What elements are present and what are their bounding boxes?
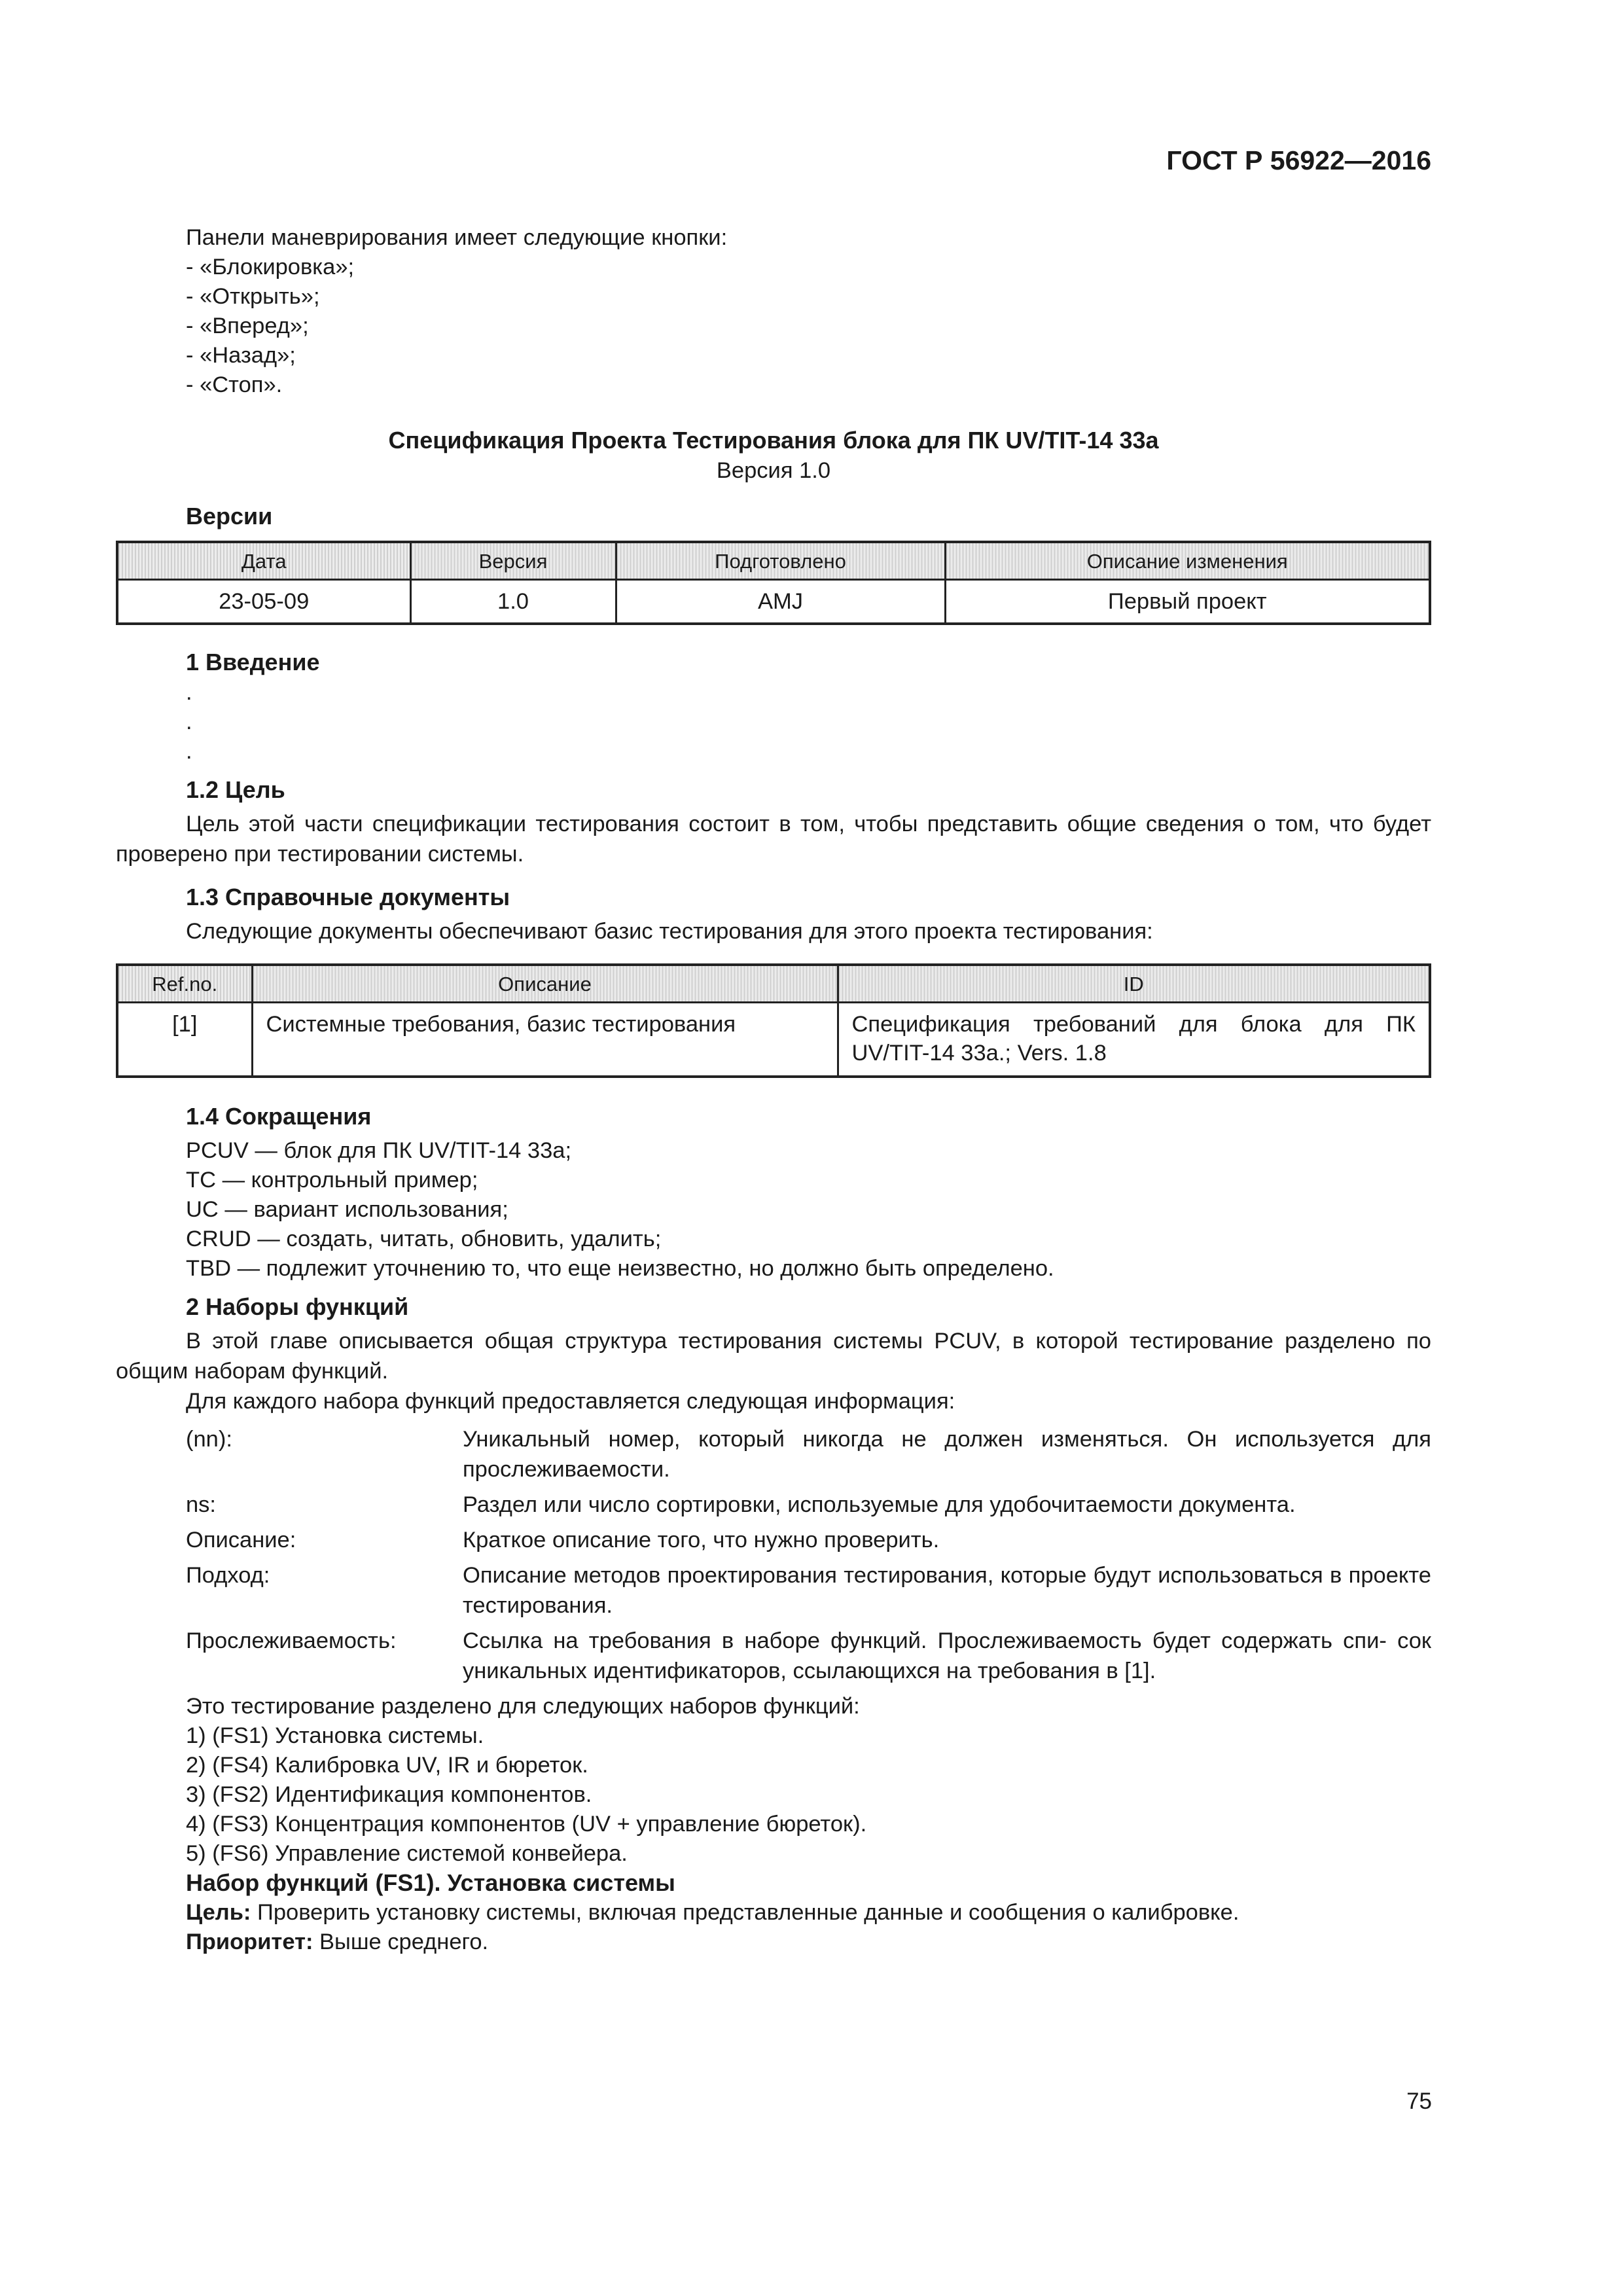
list-item: - «Назад»; — [186, 343, 296, 368]
definition-desc: Ссылка на требования в наборе функций. Прослеживаемость будет содержать спи- сок уникальных идентификаторов, ссылающихся на требования в [1]. — [463, 1628, 1431, 1683]
list-item: 1) (FS1) Установка системы. — [186, 1723, 484, 1748]
definition-term: Описание: — [186, 1528, 296, 1552]
list-item: - «Открыть»; — [186, 284, 320, 309]
table-cell: Первый проект — [945, 580, 1430, 624]
feature-sets-paragraph: В этой главе описывается общая структура тестирования системы PCUV, в которой тестирование разделено по общим наборам функций. — [116, 1329, 1431, 1384]
definition-desc: Краткое описание того, что нужно проверить. — [463, 1528, 940, 1552]
column-header: Описание — [252, 965, 838, 1003]
dot: . — [186, 739, 192, 764]
intro-text: Панели маневрирования имеет следующие кнопки: — [186, 225, 728, 250]
column-header: Версия — [410, 542, 616, 580]
feature-set-list-intro: Это тестирование разделено для следующих наборов функций: — [186, 1694, 860, 1719]
section-heading-introduction: 1 Введение — [186, 649, 320, 675]
list-item: CRUD — создать, читать, обновить, удалить; — [186, 1227, 662, 1251]
definition-row — [186, 1626, 1431, 1686]
dot: . — [186, 709, 192, 734]
column-header: Ref.no. — [117, 965, 252, 1003]
abbreviation-list — [116, 1136, 1431, 1283]
column-header: Подготовлено — [616, 542, 945, 580]
priority-label: Приоритет: — [186, 1929, 313, 1954]
definition-list — [186, 1424, 1431, 1686]
list-item: UC — вариант использования; — [186, 1197, 508, 1222]
priority-text: Выше среднего. — [313, 1929, 489, 1954]
table-row — [117, 1003, 1430, 1077]
table-cell: Спецификация требований для блока для ПК UV/TIT-14 33a.; Vers. 1.8 — [838, 1003, 1430, 1077]
section-heading-refdocs: 1.3 Справочные документы — [186, 884, 510, 910]
goal-line — [116, 1897, 1431, 1927]
definition-term: (nn): — [186, 1427, 232, 1452]
placeholder-dots — [116, 677, 1431, 766]
definition-row — [186, 1560, 1431, 1621]
definition-desc: Раздел или число сортировки, используемые для удобочитаемости документа. — [463, 1492, 1296, 1517]
list-item: - «Стоп». — [186, 372, 283, 397]
table-cell: AMJ — [616, 580, 945, 624]
versions-heading: Версии — [186, 503, 273, 529]
column-header: Дата — [117, 542, 410, 580]
table-header-row — [117, 542, 1430, 580]
list-item: - «Вперед»; — [186, 314, 309, 338]
list-item: - «Блокировка»; — [186, 255, 355, 279]
feature-set-list — [116, 1691, 1431, 1956]
goal-paragraph: Цель этой части спецификации тестирования состоит в том, чтобы представить общие сведения о том, что будет проверено при тестировании системы. — [116, 812, 1431, 867]
definition-term: ns: — [186, 1492, 217, 1517]
section-heading-abbreviations: 1.4 Сокращения — [186, 1103, 372, 1130]
definition-row — [186, 1490, 1431, 1520]
intro-block — [116, 223, 1431, 399]
goal-label: Цель: — [186, 1900, 251, 1925]
list-item: 5) (FS6) Управление системой конвейера. — [186, 1841, 628, 1866]
feature-sets-info-intro: Для каждого набора функций предоставляется следующая информация: — [186, 1389, 955, 1414]
definition-term: Прослеживаемость: — [186, 1628, 397, 1653]
goal-text: Проверить установку системы, включая представленные данные и сообщения о калибровке. — [251, 1900, 1240, 1925]
list-item: 2) (FS4) Калибровка UV, IR и бюреток. — [186, 1753, 588, 1778]
column-header: ID — [838, 965, 1430, 1003]
versions-table — [116, 541, 1431, 625]
priority-line — [116, 1927, 1431, 1956]
table-header-row — [117, 965, 1430, 1003]
list-item: TBD — подлежит уточнению то, что еще неизвестно, но должно быть определено. — [186, 1256, 1054, 1281]
spec-version: Версия 1.0 — [716, 458, 831, 483]
table-cell: 1.0 — [410, 580, 616, 624]
list-item: 3) (FS2) Идентификация компонентов. — [186, 1782, 592, 1807]
dot: . — [186, 680, 192, 705]
table-cell: 23-05-09 — [117, 580, 410, 624]
list-item: PCUV — блок для ПК UV/TIT-14 33a; — [186, 1138, 572, 1163]
list-item: 4) (FS3) Концентрация компонентов (UV + управление бюреток). — [186, 1812, 867, 1837]
feature-set-title: Набор функций (FS1). Установка системы — [186, 1869, 675, 1896]
refdocs-paragraph: Следующие документы обеспечивают базис тестирования для этого проекта тестирования: — [186, 919, 1153, 944]
definition-row — [186, 1525, 1431, 1555]
section-heading-feature-sets: 2 Наборы функций — [186, 1293, 409, 1320]
table-cell: [1] — [117, 1003, 252, 1077]
refdocs-table — [116, 963, 1431, 1078]
definition-desc: Уникальный номер, который никогда не должен изменяться. Он используется для прослеживаемости. — [463, 1427, 1431, 1482]
definition-desc: Описание методов проектирования тестирования, которые будут использоваться в проекте тестирования. — [463, 1563, 1431, 1618]
definition-term: Подход: — [186, 1563, 270, 1588]
spec-title: Спецификация Проекта Тестирования блока для ПК UV/TIT-14 33a — [388, 427, 1159, 454]
table-row — [117, 580, 1430, 624]
document-code: ГОСТ Р 56922—2016 — [1166, 145, 1431, 175]
definition-row — [186, 1424, 1431, 1484]
list-item: TC — контрольный пример; — [186, 1168, 478, 1193]
column-header: Описание изменения — [945, 542, 1430, 580]
table-cell: Системные требования, базис тестирования — [252, 1003, 838, 1077]
page-number: 75 — [1406, 2089, 1432, 2114]
page-content — [116, 223, 1431, 1956]
section-heading-goal: 1.2 Цель — [186, 776, 285, 803]
